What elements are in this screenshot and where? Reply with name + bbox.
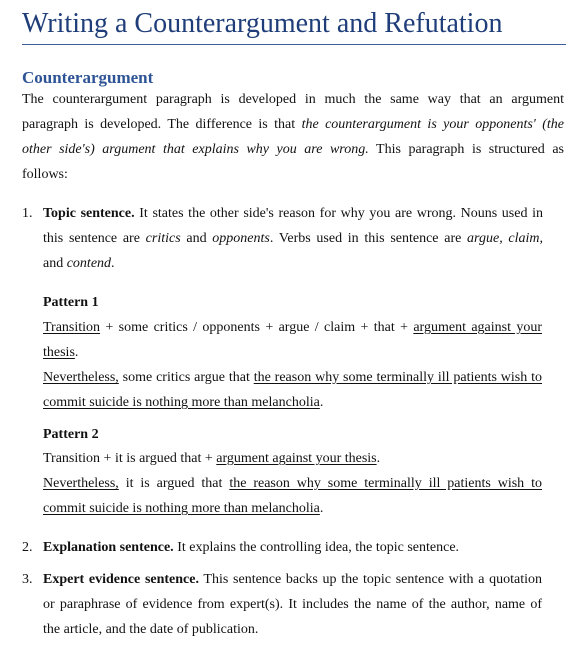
item3-line-3: the article, and the date of publication.	[43, 622, 259, 637]
section-heading: Counterargument	[22, 68, 154, 87]
intro-line-4: follows:	[22, 167, 68, 182]
pattern1-line-1: Transition + some critics / opponents + argue / claim + that + argument against your	[43, 320, 542, 335]
intro-line-3: other side's) argument that explains why you are wrong. This paragraph is structured as	[22, 142, 564, 157]
pattern-2-label: Pattern 2	[43, 427, 99, 442]
list-number-2: 2.	[22, 540, 33, 555]
list-number-3: 3.	[22, 572, 33, 587]
item1-line-1: Topic sentence. It states the other side's reason for why you are wrong. Nouns used in	[43, 206, 543, 221]
pattern1-line-2: thesis.	[43, 345, 79, 360]
item3-line-1: Expert evidence sentence. This sentence backs up the topic sentence with a quotation	[43, 572, 542, 587]
page-title: Writing a Counterargument and Refutation	[22, 8, 503, 39]
intro-line-1: The counterargument paragraph is developed in much the same way that an argument	[22, 92, 564, 107]
pattern2-line-3: commit suicide is nothing more than melancholia.	[43, 501, 324, 516]
pattern2-line-2: Nevertheless, it is argued that the reason why some terminally ill patients wish to	[43, 476, 542, 491]
title-divider	[22, 44, 566, 45]
pattern-1-label: Pattern 1	[43, 295, 99, 310]
pattern1-line-4: commit suicide is nothing more than melancholia.	[43, 395, 324, 410]
item3-line-2: or paraphrase of evidence from expert(s). It includes the name of the author, name of	[43, 597, 542, 612]
item1-line-2: this sentence are critics and opponents. Verbs used in this sentence are argue, claim,	[43, 231, 544, 246]
pattern1-line-3: Nevertheless, some critics argue that the reason why some terminally ill patients wish to	[43, 370, 542, 385]
intro-line-2: paragraph is developed. The difference is that the counterargument is your opponents' (the	[22, 117, 564, 132]
item1-line-3: and contend.	[43, 256, 115, 271]
item2-line-1: Explanation sentence. It explains the controlling idea, the topic sentence.	[43, 540, 460, 555]
list-number-1: 1.	[22, 206, 33, 221]
pattern2-line-1: Transition + it is argued that + argument against your thesis.	[43, 451, 381, 466]
